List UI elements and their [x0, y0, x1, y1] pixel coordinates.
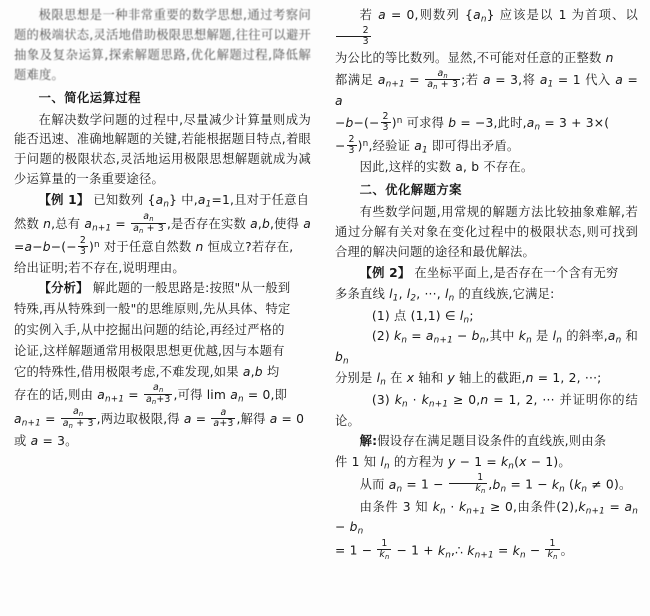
analysis-paragraph: 【分析】 解此题的一般思路是:按照"从一般到	[38, 281, 291, 296]
fraction-two-thirds-b: $\frac{2}{3}$	[336, 26, 371, 47]
fraction-two-thirds-d: $\frac{2}{3}$	[348, 133, 355, 156]
right-paragraph-1-line-5: − $\frac{2}{3}$ )$^n$,经验证 $a_1$ 即可得出矛盾。	[335, 133, 520, 156]
example-1-line-4: 给出证明;若不存在,说明理由。	[14, 260, 185, 275]
condition-2-line-2: 分别是 $l_n$ 在 x 轴和 y 轴上的截距,n = 1, 2, ···;	[335, 371, 602, 388]
right-paragraph-2: 因此,这样的实数 a, b 不存在。	[359, 160, 534, 175]
example-1-line-3: =a−b−(− $\frac{2}{3}$ )$^n$ 对于任意自然数 n 恒成立?若存在,	[14, 234, 294, 257]
solution-paragraph: 解:假设存在满足题目设条件的直线族,则由条	[359, 433, 607, 448]
fraction-one-over-kn-c: $\frac{1}{k_n}$	[547, 538, 558, 561]
example-1-line-2: 然数 n,总有 $a_{n+1}$ = $\frac{a_n}{a_n + 3}$ ,是否存在实数 a,b,使得 a	[14, 211, 311, 235]
solution-label: 解:	[359, 433, 378, 448]
limit-line-2: 或 a = 3。	[14, 433, 78, 448]
right-paragraph-1: 若 a = 0,则数列 $\{a_n\}$ 应该是以 1 为首项、以 $\frac{2}{3}$	[335, 6, 638, 48]
example-1-paragraph: 【例 1】 已知数列 $\{a_n\}$ 中$,a_1=1$,且对于任意自	[38, 193, 310, 210]
right-text-column	[325, 6, 642, 610]
condition-1: (1) 点 (1,1) ∈ $l_n$;	[371, 308, 474, 326]
analysis-line-4: 论证,这样解题通常用极限思想更优越,因与本题有	[14, 344, 285, 359]
right-paragraph-1-line-4: −b−(− $\frac{2}{3}$ )$^n$ 可求得 b = −3,此时$,a_n = 3 + 3\times$(	[335, 111, 610, 134]
example-2-label: 【例 2】	[359, 265, 411, 280]
intro-paragraph: 极限思想是一种非常重要的数学思想,通过考察问题的极端状态,灵活地借助极限思想解题,往往可以避开抽象及复杂运算,探索解题思路,优化解题过程,降低解题难度。	[14, 8, 311, 82]
analysis-line-5: 它的特殊性,借用极限考虑,不难发现,如果 a,b 均	[14, 365, 280, 380]
derivation-line-2: 由条件 3 知 $k_n \cdot k_{n+1} \ge 0$,由条件$(2),k_{n+1} = a_n - b_n$	[335, 499, 639, 537]
fraction-one-over-kn: $\frac{1}{k_n}$	[449, 473, 488, 495]
example-2-paragraph: 【例 2】 在坐标平面上,是否存在一个含有无穷	[359, 265, 619, 280]
example-2-line-2: 多条直线 $l_1$, $l_2$, ···, $l_n$ 的直线族,它满足:	[335, 286, 555, 304]
left-text-column	[8, 6, 325, 610]
analysis-line-6: 存在的话,则由 $a_{n+1}$ = $\frac{a_n}{a_n+3}$ ,可得 $\lim a_n = 0$,即	[14, 382, 288, 406]
derivation-line-3: = 1 − $\frac{1}{k_n}$ − $1 + k_n,\therefore$ $k_{n+1} = k_n$ − $\frac{1}{k_n}$ 。	[335, 538, 574, 561]
fraction-two-thirds-c: $\frac{2}{3}$	[382, 111, 389, 134]
fraction-an-over-an3: $\frac{a_n}{a_n + 3}$	[133, 211, 164, 235]
right-paragraph-1-line-2: 为公比的等比数列。显然,不可能对任意的正整数 n	[335, 50, 614, 65]
limit-line: $a_{n+1}$ = $\frac{a_n}{a_n + 3}$ ,两边取极限,得 a = $\frac{a}{a+3}$ ,解得 a = 0	[14, 405, 305, 430]
fraction-an-over-an3-d: $\frac{a_n}{a_n + 3}$	[427, 67, 459, 92]
condition-2: (2) $k_n = a_{n+1} - b_n$,其中 $k_n$ 是 $l_n$ 的斜率$,a_n$ 和 $b_n$	[335, 329, 639, 367]
solution-line-2: 件 1 知 $l_n$ 的方程为 $y - 1 = k_n(x - 1)$。	[335, 454, 571, 472]
fraction-an-over-an3-c: $\frac{a_n}{a_n + 3}$	[62, 405, 94, 430]
fraction-two-thirds-a: $\frac{2}{3}$	[79, 234, 86, 257]
right-paragraph-1-line-3: 都满足 $a_{n+1}$ = $\frac{a_n}{a_n + 3}$ ;若 a = 3,将 $a_1 = 1$ 代入 a = a	[335, 67, 638, 109]
example-1-label: 【例 1】	[38, 193, 90, 208]
analysis-label: 【分析】	[38, 281, 89, 296]
fraction-one-over-kn-b: $\frac{1}{k_n}$	[379, 538, 390, 561]
derivation-line-1: 从而 $a_n = 1$ − $\frac{1}{k_n}$ $,b_n = 1 - k_n$ $(k_n \ne 0)$。	[359, 472, 632, 496]
analysis-line-3: 的实例入手,从中挖掘出问题的结论,再经过严格的	[14, 323, 285, 338]
fraction-an-over-an3-b: $\frac{a_n}{a_n+3}$	[145, 382, 171, 406]
section-2-heading: 二、优化解题方案	[359, 183, 462, 198]
section-1-heading: 一、简化运算过程	[38, 90, 141, 105]
section-2-paragraph: 有些数学问题,用常规的解题方法比较抽象难解,若通过分解有关对象在变化过程中的极限状态,则可找到合理的解决问题的途径和最优解法。	[335, 205, 638, 260]
condition-3: (3) $k_n \cdot k_{n+1} \ge 0,n = 1$, 2, ··· 并证明你的结论。	[335, 392, 638, 428]
fraction-a-over-a3: $\frac{a}{a+3}$	[213, 407, 234, 429]
section-1-paragraph: 在解决数学问题的过程中,尽量减少计算量则成为能否迅速、准确地解题的关键,若能根据题目特点,着眼于问题的极限状态,灵活地运用极限思想解题就成为减少运算量的一条重要途径。	[14, 112, 311, 187]
analysis-line-2: 特殊,再从特殊到一般"的思维原则,先从具体、特定	[14, 302, 291, 317]
